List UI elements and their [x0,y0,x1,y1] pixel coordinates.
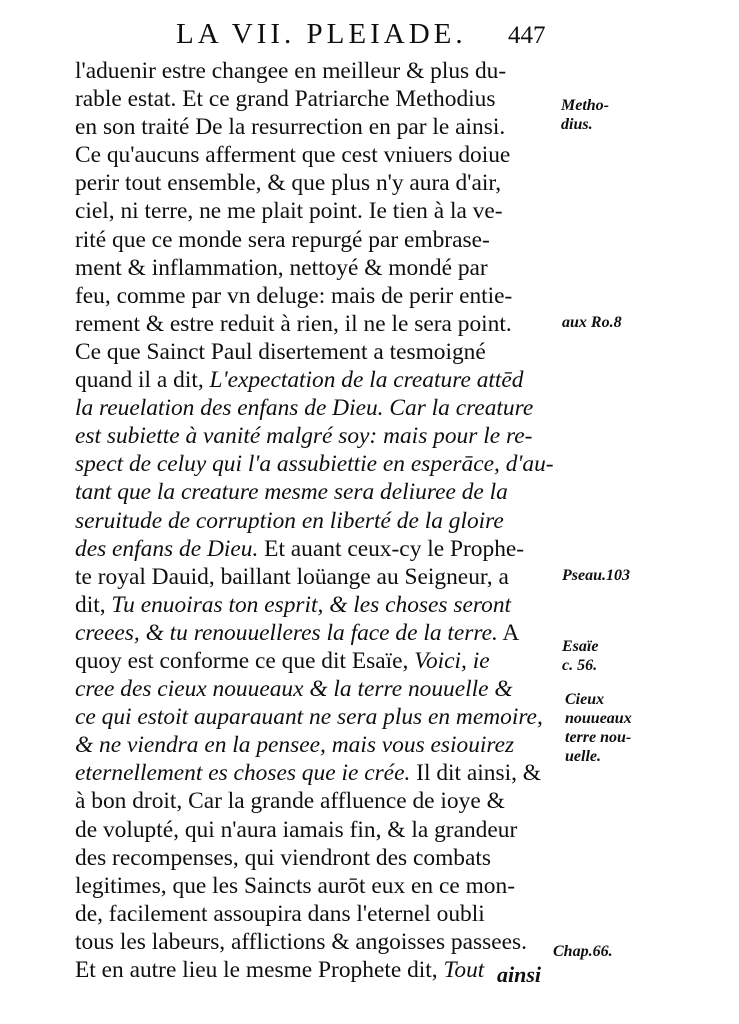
roman-text: des recompenses, qui viendront des combats [75,844,491,871]
roman-text: en son traité De la resurrection en par le ainsi. [75,114,506,141]
roman-text: legitimes, que les Saincts aurōt eux en ce mon- [75,872,516,899]
italic-text: Tu enuoiras ton esprit, & les choses seront [111,591,512,618]
roman-text: Et en autre lieu le mesme Prophete dit, [75,957,444,983]
roman-text: rable estat. Et ce grand Patriarche Methodius [75,86,496,113]
roman-text: rité que ce monde sera repurgé par embrase- [75,226,490,253]
margin-note [565,690,632,766]
italic-text: eternellement es choses que ie crée. [75,760,411,787]
roman-text: tous les labeurs, afflictions & angoisses passees. [75,928,527,955]
roman-text: ment & inflammation, nettoyé & mondé par [75,254,488,281]
margin-note-line: Cieux [565,691,605,708]
roman-text: de, facilement assoupira dans l'eternel oubli [75,900,485,927]
roman-text: Ce que Sainct Paul disertement a tesmoigné [75,338,486,365]
italic-text: Tout [443,957,485,983]
roman-text: quoy est conforme ce que dit Esaïe, [75,647,415,674]
roman-text: l'aduenir estre changee en meilleur & plus du- [75,58,507,84]
margin-note [562,566,630,585]
margin-note [553,942,613,961]
italic-text: la reuelation des enfans de Dieu. Car la creature [75,395,534,422]
roman-text: te royal Dauid, baillant loüange au Seigneur, a [75,563,509,590]
roman-text: Il dit ainsi, & [410,760,541,787]
italic-text: est subiette à vanité malgré soy: mais pour le re- [75,423,533,450]
margin-note-line: c. 56. [562,657,598,674]
margin-note [562,313,622,332]
italic-text: spect de celuy qui l'a assubiettie en esperāce, d'au- [75,451,554,478]
roman-text: ciel, ni terre, ne me plait point. Ie tien à la ve- [75,198,503,225]
roman-text: feu, comme par vn deluge: mais de perir entie- [75,282,513,309]
roman-text: quand il a dit, [75,367,210,394]
page-number: 447 [508,22,546,49]
roman-text: Ce qu'aucuns afferment que cest vniuers doiue [75,142,511,169]
margin-note-line: Pseau.103 [562,567,630,584]
italic-text: ce qui estoit auparauant ne sera plus en memoire, [75,704,543,731]
margin-note-line: uelle. [565,748,601,765]
italic-text: & ne viendra en la pensee, mais vous esiouirez [75,732,515,759]
margin-note-line: Chap.66. [553,943,613,960]
italic-text: creees, & tu renouuelleres la face de la terre. [75,619,498,646]
margin-note-line: terre nou- [565,729,632,746]
margin-note [561,96,609,134]
running-title: LA VII. PLEIADE. [176,18,467,50]
italic-text: L'expectation de la creature attēd [209,367,524,394]
roman-text: de volupté, qui n'aura iamais fin, & la grandeur [75,816,518,843]
roman-text: rement & estre reduit à rien, il ne le sera point. [75,310,512,337]
roman-text: Et auant ceux-cy le Prophe- [258,535,525,562]
italic-text: Voici, ie [414,647,490,674]
margin-note-line: dius. [561,116,593,133]
italic-text: seruitude de corruption en liberté de la gloire [75,507,504,534]
italic-text: des enfans de Dieu. [75,535,259,562]
margin-note-line: Esaïe [562,638,599,655]
margin-note-line: nouueaux [565,710,632,727]
margin-note-line: aux Ro.8 [562,314,622,331]
roman-text: A [497,619,520,646]
italic-text: tant que la creature mesme sera deliuree de la [75,479,508,506]
roman-text: à bon droit, Car la grande affluence de ioye & [75,788,505,815]
roman-text: perir tout ensemble, & que plus n'y aura d'air, [75,170,502,197]
italic-text: cree des cieux nouueaux & la terre nouuelle & [75,676,513,703]
margin-note [562,637,598,675]
roman-text: dit, [75,591,112,618]
margin-note-line: Metho- [561,97,609,114]
catchword: ainsi [497,962,542,987]
